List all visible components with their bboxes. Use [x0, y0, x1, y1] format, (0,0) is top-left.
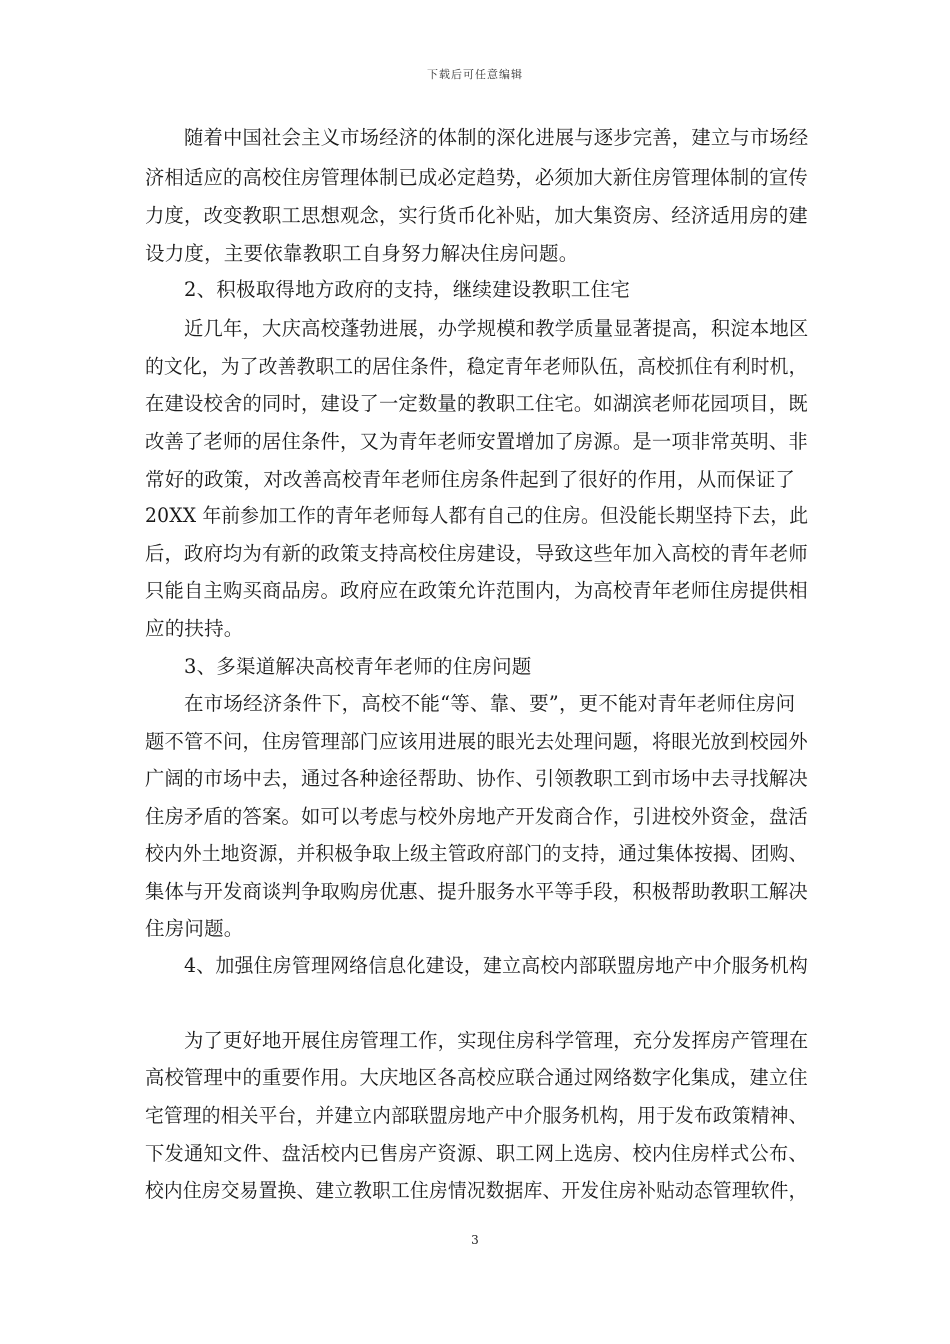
body-line: 改善了老师的居住条件，又为青年老师安置增加了房源。是一项非常英明、非 [145, 430, 808, 453]
body-line: 力度，改变教职工思想观念，实行货币化补贴，加大集资房、经济适用房的建 [145, 204, 808, 227]
body-line: 校内外土地资源，并积极争取上级主管政府部门的支持，通过集体按揭、团购、 [145, 842, 808, 865]
section-heading: 2、积极取得地方政府的支持，继续建设教职工住宅 [184, 278, 631, 301]
body-line: 在市场经济条件下，高校不能“等、靠、要”，更不能对青年老师住房问 [184, 692, 796, 715]
body-line: 济相适应的高校住房管理体制已成必定趋势，必须加大新住房管理体制的宣传 [145, 166, 808, 189]
section-heading: 3、多渠道解决高校青年老师的住房问题 [184, 655, 532, 678]
body-line: 近几年，大庆高校蓬勃进展，办学规模和教学质量显著提高，积淀本地区 [184, 317, 809, 340]
body-line: 应的扶持。 [145, 617, 244, 640]
body-line: 的文化，为了改善教职工的居住条件，稳定青年老师队伍，高校抓住有利时机， [145, 355, 808, 378]
body-line: 住房问题。 [145, 917, 244, 940]
page-header: 下载后可任意编辑 [427, 68, 523, 81]
body-line: 高校管理中的重要作用。大庆地区各高校应联合通过网络数字化集成，建立住 [145, 1066, 808, 1089]
body-line: 在建设校舍的同时，建设了一定数量的教职工住宅。如湖滨老师花园项目，既 [145, 392, 808, 415]
body-line: 下发通知文件、盘活校内已售房产资源、职工网上选房、校内住房样式公布、 [145, 1142, 808, 1165]
body-line: 20XX 年前参加工作的青年老师每人都有自己的住房。但没能长期坚持下去，此 [145, 504, 809, 527]
body-line: 设力度，主要依靠教职工自身努力解决住房问题。 [145, 242, 579, 265]
body-line: 题不管不问，住房管理部门应该用进展的眼光去处理问题，将眼光放到校园外 [145, 730, 808, 753]
body-line: 广阔的市场中去，通过各种途径帮助、协作、引领教职工到市场中去寻找解决 [145, 767, 808, 790]
body-line: 后，政府均为有新的政策支持高校住房建设，导致这些年加入高校的青年老师 [145, 542, 808, 565]
page-number: 3 [471, 1233, 479, 1247]
body-line: 住房矛盾的答案。如可以考虑与校外房地产开发商合作，引进校外资金，盘活 [145, 805, 808, 828]
section-heading: 4、加强住房管理网络信息化建设，建立高校内部联盟房地产中介服务机构 [184, 954, 809, 977]
body-line: 只能自主购买商品房。政府应在政策允许范围内，为高校青年老师住房提供相 [145, 579, 808, 602]
body-line: 集体与开发商谈判争取购房优惠、提升服务水平等手段，积极帮助教职工解决 [145, 880, 808, 903]
body-line: 为了更好地开展住房管理工作，实现住房科学管理，充分发挥房产管理在 [184, 1029, 809, 1052]
body-line: 常好的政策，对改善高校青年老师住房条件起到了很好的作用，从而保证了 [145, 468, 796, 491]
body-line: 校内住房交易置换、建立教职工住房情况数据库、开发住房补贴动态管理软件， [145, 1179, 808, 1202]
body-line: 宅管理的相关平台，并建立内部联盟房地产中介服务机构，用于发布政策精神、 [145, 1104, 808, 1127]
body-line: 随着中国社会主义市场经济的体制的深化进展与逐步完善，建立与市场经 [184, 126, 809, 149]
